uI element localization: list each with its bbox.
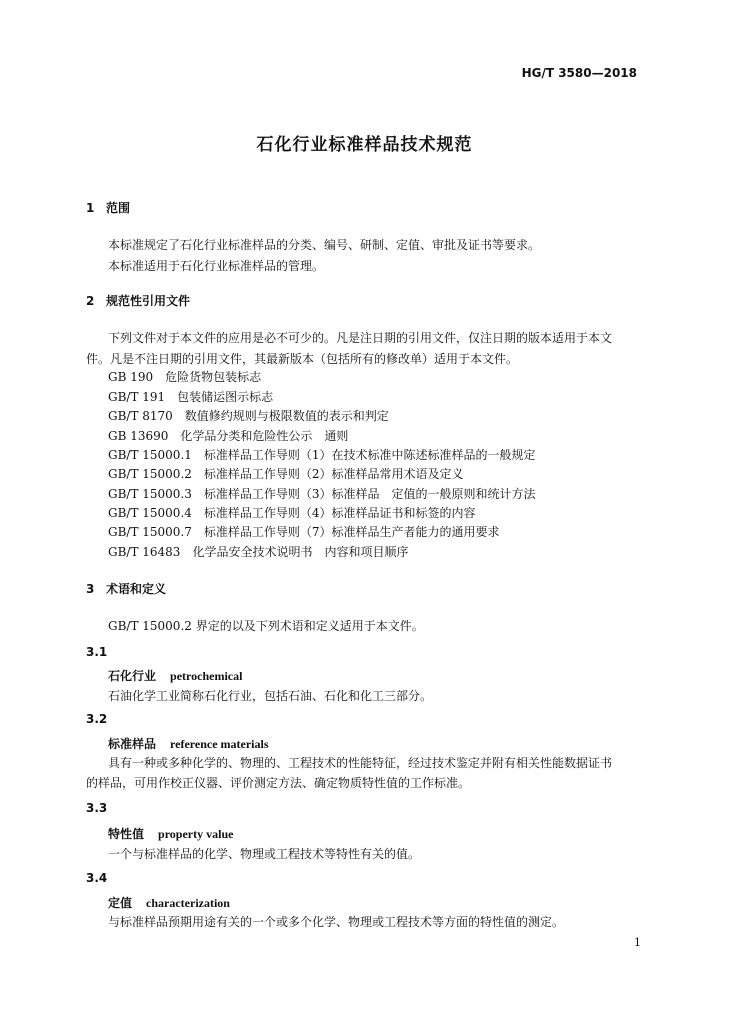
clause-number: 3.3 <box>86 801 108 815</box>
clause-number: 3.2 <box>86 712 108 726</box>
term-chinese: 定值 <box>108 896 133 910</box>
reference-item: GB 190 危险货物包装标志 <box>108 370 262 384</box>
term-entry <box>108 894 230 911</box>
reference-item: GB/T 15000.1 标准样品工作导则（1）在技术标准中陈述标准样品的一般规定 <box>108 448 536 462</box>
section-2-heading <box>86 292 190 309</box>
section-number: 2 <box>86 294 95 308</box>
term-entry <box>108 825 233 842</box>
section-title: 规范性引用文件 <box>106 294 191 308</box>
term-definition: 具有一种或多种化学的、物理的、工程技术的性能特征，经过技术鉴定并附有相关性能数据证书 <box>108 756 613 770</box>
reference-item: GB/T 15000.4 标准样品工作导则（4）标准样品证书和标签的内容 <box>108 506 476 520</box>
scope-para: 本标准适用于石化行业标准样品的管理。 <box>108 259 325 273</box>
term-definition: 的样品，可用作校正仪器、评价测定方法、确定物质特性值的工作标准。 <box>86 776 471 790</box>
reference-item: GB/T 16483 化学品安全技术说明书 内容和项目顺序 <box>108 545 409 559</box>
page-number: 1 <box>634 936 641 949</box>
clause-number: 3.1 <box>86 645 108 659</box>
terms-intro: GB/T 15000.2 界定的以及下列术语和定义适用于本文件。 <box>108 619 424 633</box>
section-number: 1 <box>86 201 95 215</box>
term-chinese: 特性值 <box>108 827 145 841</box>
term-english: characterization <box>146 896 230 910</box>
term-definition: 一个与标准样品的化学、物理或工程技术等特性有关的值。 <box>108 847 421 861</box>
term-english: reference materials <box>170 737 269 751</box>
references-intro: 件。凡是不注日期的引用文件，其最新版本（包括所有的修改单）适用于本文件。 <box>86 352 519 366</box>
document-title: 石化行业标准样品技术规范 <box>256 135 473 155</box>
term-chinese: 石化行业 <box>108 669 157 683</box>
reference-item: GB/T 15000.2 标准样品工作导则（2）标准样品常用术语及定义 <box>108 467 464 481</box>
scope-para: 本标准规定了石化行业标准样品的分类、编号、研制、定值、审批及证书等要求。 <box>108 238 541 252</box>
reference-item: GB/T 15000.3 标准样品工作导则（3）标准样品 定值的一般原则和统计方法 <box>108 487 536 501</box>
reference-item: GB 13690 化学品分类和危险性公示 通则 <box>108 429 349 443</box>
term-english: property value <box>158 827 234 841</box>
term-entry <box>108 735 269 752</box>
term-entry <box>108 667 242 684</box>
section-3-heading <box>86 580 166 597</box>
reference-item: GB/T 15000.7 标准样品工作导则（7）标准样品生产者能力的通用要求 <box>108 525 500 539</box>
term-definition: 石油化学工业简称石化行业，包括石油、石化和化工三部分。 <box>108 689 433 703</box>
standard-code: HG/T 3580—2018 <box>521 66 637 80</box>
reference-item: GB/T 191 包装储运图示标志 <box>108 390 274 404</box>
section-1-heading <box>86 199 130 216</box>
term-definition: 与标准样品预期用途有关的一个或多个化学、物理或工程技术等方面的特性值的测定。 <box>108 915 565 929</box>
section-number: 3 <box>86 582 95 596</box>
references-intro: 下列文件对于本文件的应用是必不可少的。凡是注日期的引用文件，仅注日期的版本适用于本文 <box>108 331 613 345</box>
reference-item: GB/T 8170 数值修约规则与极限数值的表示和判定 <box>108 409 389 423</box>
section-title: 范围 <box>106 201 131 215</box>
clause-number: 3.4 <box>86 871 108 885</box>
term-english: petrochemical <box>170 669 243 683</box>
term-chinese: 标准样品 <box>108 737 157 751</box>
section-title: 术语和定义 <box>106 582 167 596</box>
